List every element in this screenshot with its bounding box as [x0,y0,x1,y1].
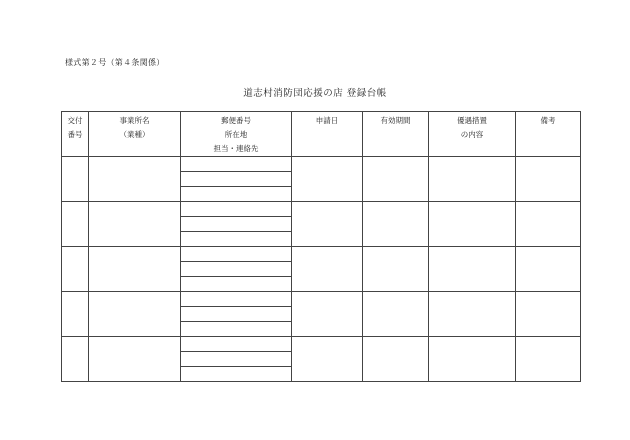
contact-cell [181,232,292,247]
postal-code-cell [181,157,292,172]
postal-code-cell [181,202,292,217]
application-date-cell [292,247,363,292]
header-text: （業種） [119,130,150,139]
header-text: 交付 [67,116,83,125]
address-cell [181,352,292,367]
address-cell [181,172,292,187]
issue-number-cell [62,337,89,382]
benefit-details-cell [429,292,516,337]
table-row [62,292,581,307]
validity-period-cell [363,292,429,337]
table-row [62,157,581,172]
header-business-name [89,112,181,157]
business-name-cell [89,292,181,337]
postal-code-cell [181,247,292,262]
validity-period-cell [363,337,429,382]
remarks-cell [516,247,581,292]
header-text: 番号 [67,130,83,139]
table-row [62,337,581,352]
remarks-cell [516,202,581,247]
contact-cell [181,187,292,202]
issue-number-cell [62,292,89,337]
issue-number-cell [62,157,89,202]
address-cell [181,307,292,322]
registration-ledger-table [61,111,581,382]
benefit-details-cell [429,247,516,292]
contact-cell [181,322,292,337]
application-date-cell [292,292,363,337]
table-row [62,247,581,262]
application-date-cell [292,337,363,382]
contact-cell [181,367,292,382]
header-text: の内容 [460,130,484,139]
address-cell [181,262,292,277]
business-name-cell [89,247,181,292]
header-text: 所在地 [224,130,248,139]
ledger-body [62,157,581,382]
header-issue-number [62,112,89,157]
header-address-contact [181,112,292,157]
header-row [62,112,581,157]
header-text: 事業所名 [119,116,150,125]
validity-period-cell [363,247,429,292]
benefit-details-cell [429,337,516,382]
business-name-cell [89,157,181,202]
document-title: 道志村消防団応援の店 登録台帳 [243,88,387,99]
header-text: 担当・連絡先 [213,144,259,153]
application-date-cell [292,202,363,247]
table-row [62,202,581,217]
header-application-date: 申請日 [292,112,363,157]
header-benefit-details [429,112,516,157]
header-text: 優遇措置 [457,116,487,125]
remarks-cell [516,292,581,337]
remarks-cell [516,337,581,382]
header-remarks: 備考 [516,112,581,157]
postal-code-cell [181,292,292,307]
header-text: 郵便番号 [221,116,251,125]
validity-period-cell [363,202,429,247]
remarks-cell [516,157,581,202]
application-date-cell [292,157,363,202]
business-name-cell [89,202,181,247]
issue-number-cell [62,202,89,247]
address-cell [181,217,292,232]
issue-number-cell [62,247,89,292]
contact-cell [181,277,292,292]
postal-code-cell [181,337,292,352]
benefit-details-cell [429,157,516,202]
business-name-cell [89,337,181,382]
benefit-details-cell [429,202,516,247]
header-validity-period: 有効期間 [363,112,429,157]
form-number-label: 様式第２号（第４条関係） [65,58,165,67]
validity-period-cell [363,157,429,202]
